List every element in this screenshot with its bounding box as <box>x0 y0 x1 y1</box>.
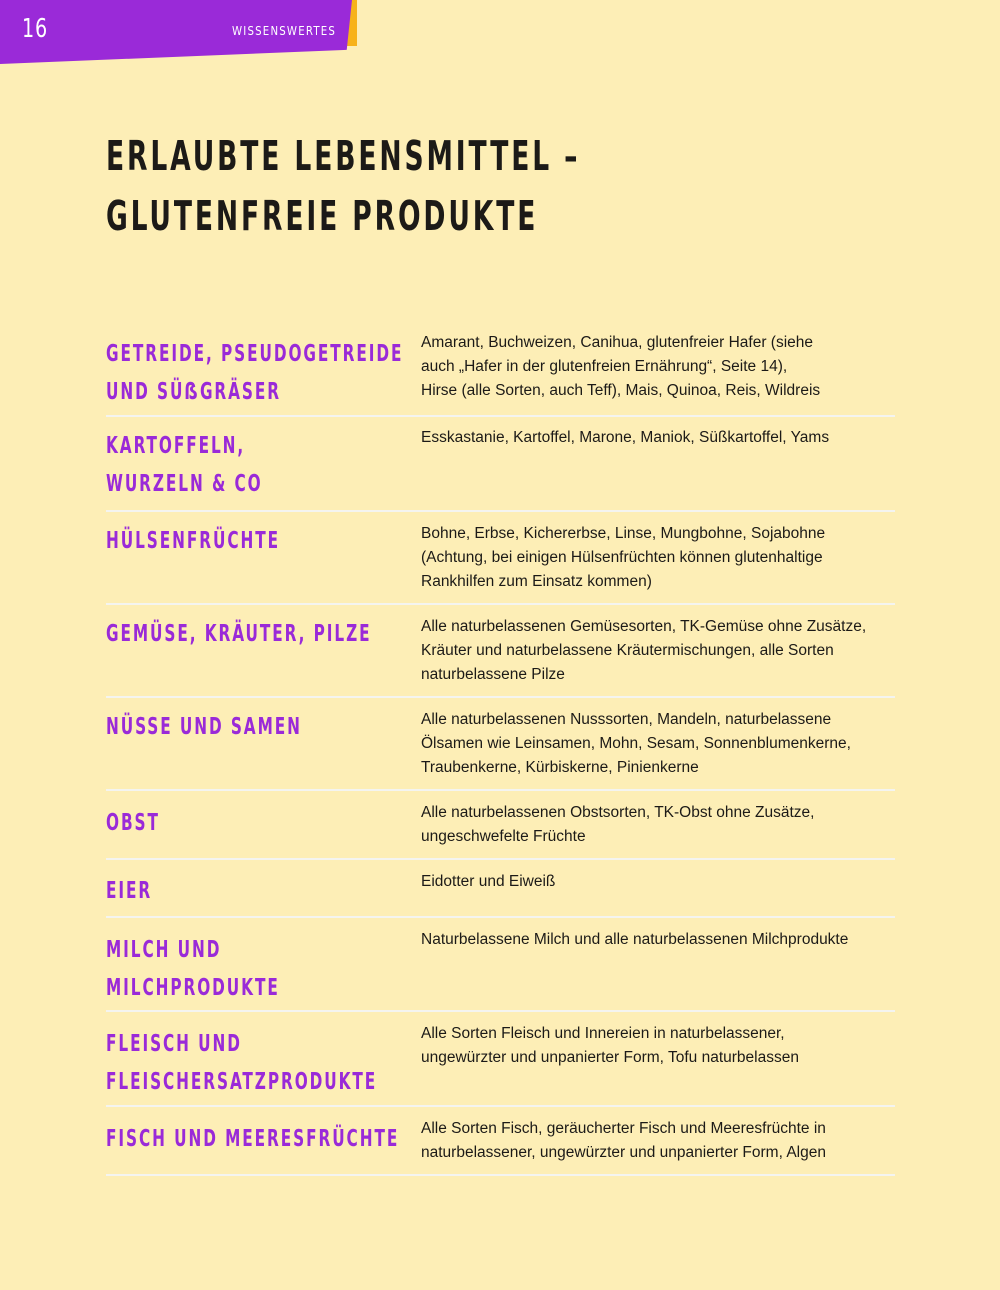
table-row <box>106 1012 895 1107</box>
table-row <box>106 1107 895 1176</box>
category-description: Alle Sorten Fisch, geräucherter Fisch und Meeresfrüchte in naturbelassener, ungewürzter und unpanierter Form, Algen <box>421 1120 826 1161</box>
table-row <box>106 791 895 860</box>
category-label: FISCH UND MEERESFRÜCHTE <box>106 1126 400 1152</box>
page-title-line-2: GLUTENFREIE PRODUKTE <box>106 192 539 240</box>
category-description: Naturbelassene Milch und alle naturbelassenen Milchprodukte <box>421 931 849 948</box>
category-description: Bohne, Erbse, Kichererbse, Linse, Mungbohne, Sojabohne (Achtung, bei einigen Hülsenfrüchten können glutenhaltige Rankhilfen zum Einsatz kommen) <box>421 525 826 590</box>
category-label: KARTOFFELN, WURZELN & CO <box>106 433 263 497</box>
category-label: GETREIDE, PSEUDOGETREIDE UND SÜẞGRÄSER <box>106 341 404 405</box>
page-title-line-1: ERLAUBTE LEBENSMITTEL – <box>106 132 581 180</box>
table-row <box>106 860 895 918</box>
category-label: EIER <box>106 878 153 904</box>
table-row <box>106 918 895 1012</box>
category-description: Esskastanie, Kartoffel, Marone, Maniok, Süßkartoffel, Yams <box>421 429 830 446</box>
table-row <box>106 417 895 512</box>
category-label: HÜLSENFRÜCHTE <box>106 528 280 554</box>
category-label: NÜSSE UND SAMEN <box>106 714 302 740</box>
category-label: FLEISCH UND FLEISCHERSATZPRODUKTE <box>106 1031 378 1095</box>
category-description: Eidotter und Eiweiß <box>421 873 556 890</box>
page-title <box>106 126 580 246</box>
category-description: Amarant, Buchweizen, Canihua, glutenfreier Hafer (siehe auch „Hafer in der glutenfreien Ernährung“, Seite 14), Hirse (alle Sorten, auch Teff), Mais, Quinoa, Reis, Wildreis <box>421 334 821 399</box>
table-row <box>106 326 895 417</box>
page-number: 16 <box>22 14 49 44</box>
category-description: Alle Sorten Fleisch und Innereien in naturbelassener, ungewürzter und unpanierter Form, Tofu naturbelassen <box>421 1025 799 1066</box>
table-row <box>106 605 895 698</box>
food-table <box>106 326 895 1176</box>
table-row <box>106 698 895 791</box>
category-label: GEMÜSE, KRÄUTER, PILZE <box>106 621 372 647</box>
category-label: MILCH UND MILCHPRODUKTE <box>106 937 280 1001</box>
section-label: WISSENSWERTES <box>232 24 337 38</box>
category-description: Alle naturbelassenen Obstsorten, TK-Obst ohne Zusätze, ungeschwefelte Früchte <box>421 804 815 845</box>
table-row <box>106 512 895 605</box>
category-label: OBST <box>106 810 160 836</box>
category-description: Alle naturbelassenen Gemüsesorten, TK-Gemüse ohne Zusätze, Kräuter und naturbelassene Kräutermischungen, alle Sorten naturbelassene Pilze <box>421 618 867 683</box>
category-description: Alle naturbelassenen Nusssorten, Mandeln, naturbelassene Ölsamen wie Leinsamen, Mohn, Sesam, Sonnenblumenkerne, Traubenkerne, Kürbiskerne, Pinienkerne <box>421 711 851 776</box>
